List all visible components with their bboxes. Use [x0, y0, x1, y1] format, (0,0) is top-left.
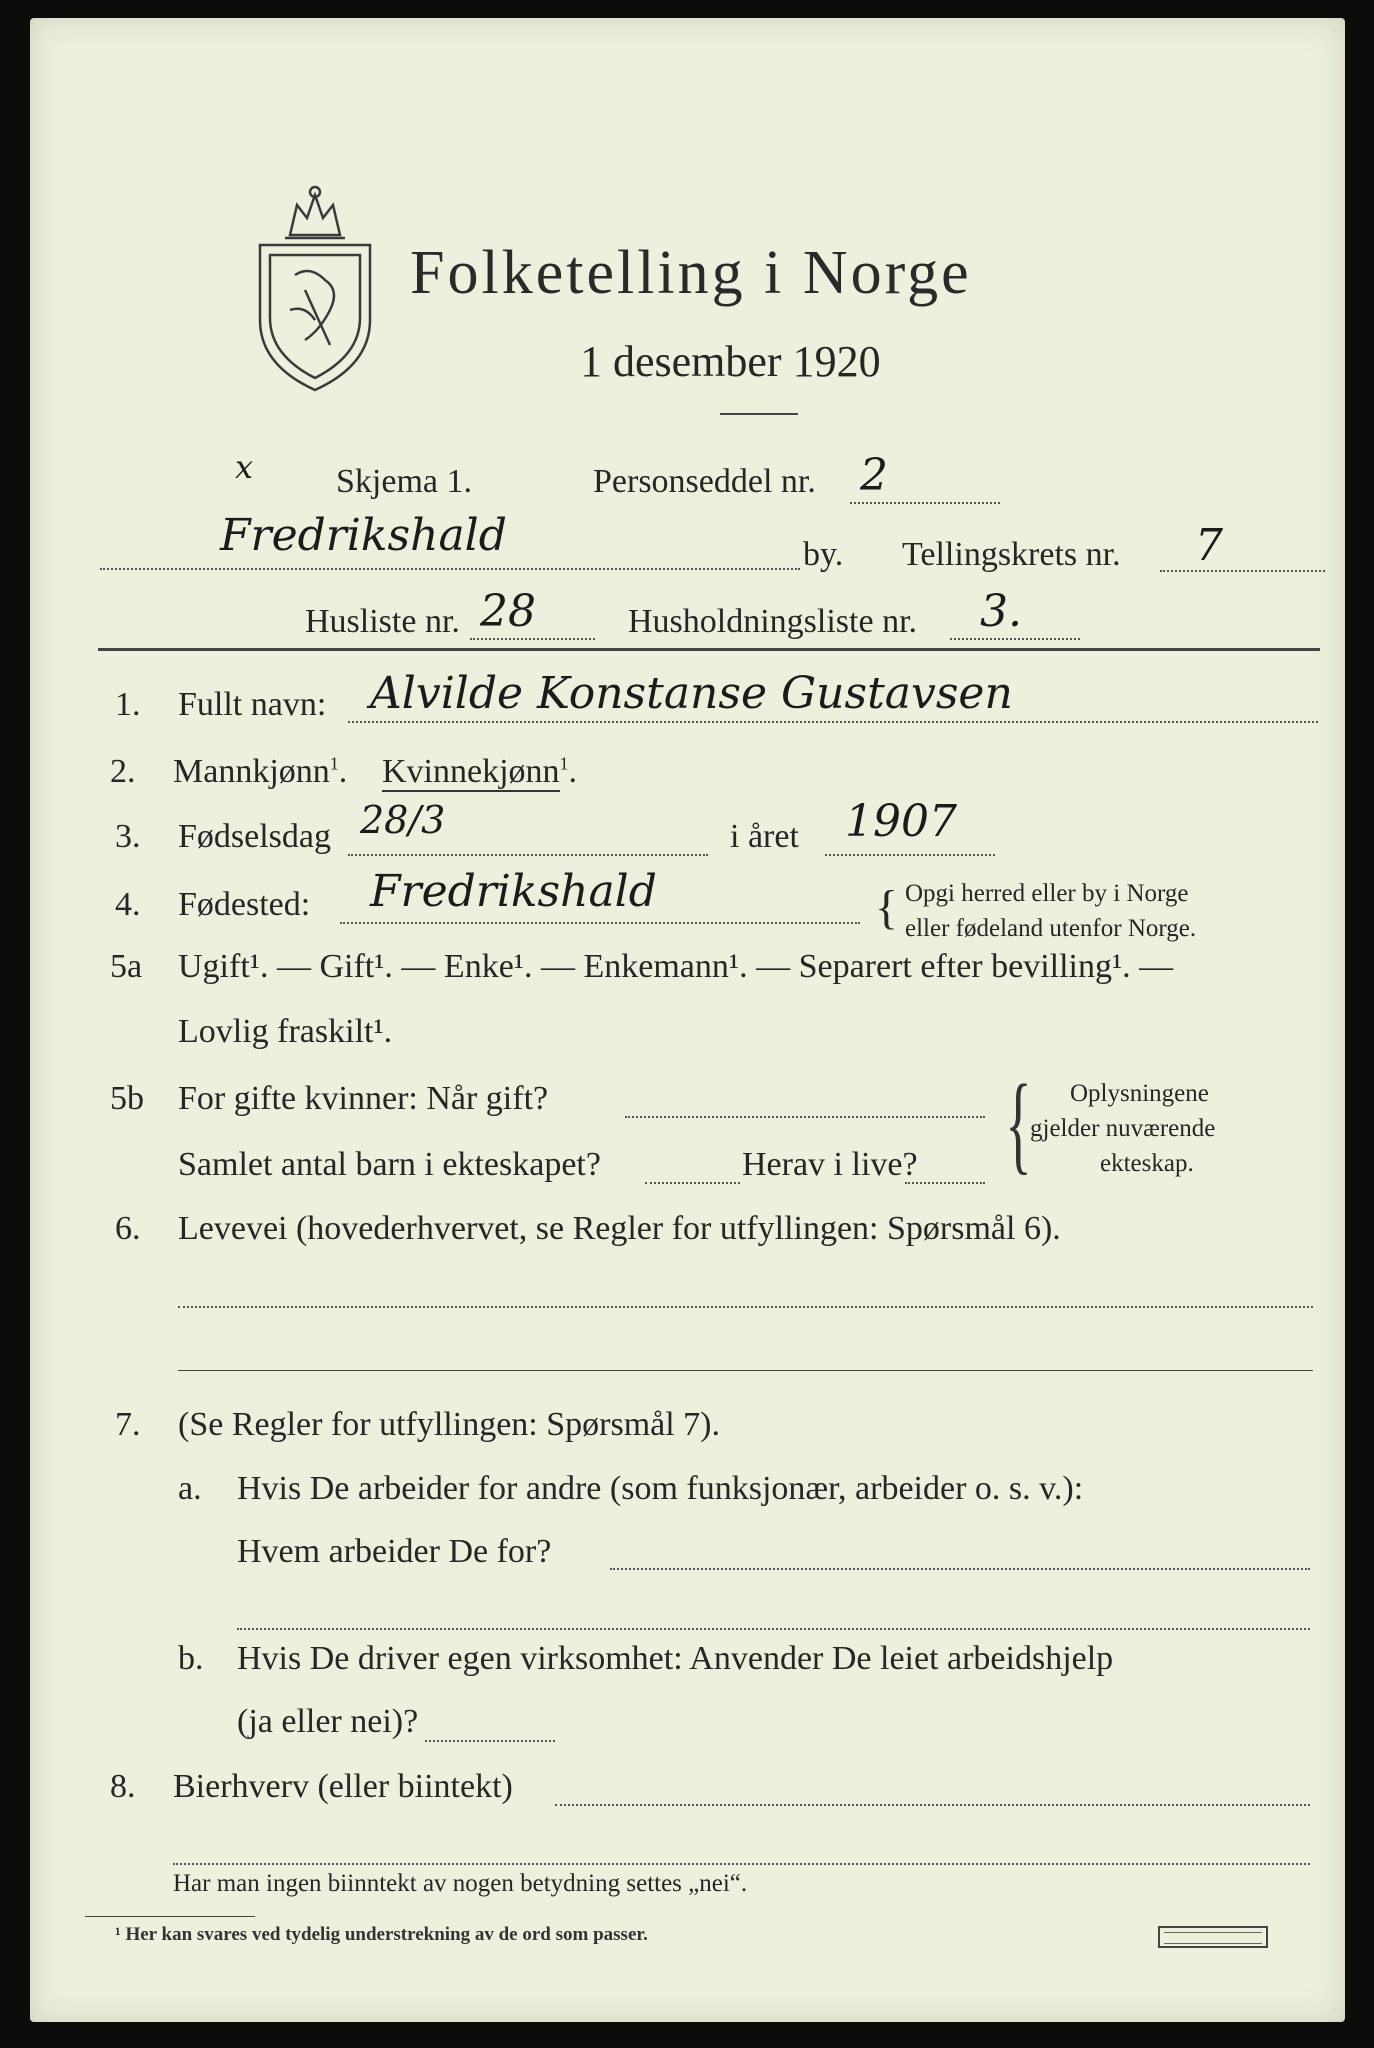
q7a-employer-label: Hvem arbeider De for? — [237, 1533, 552, 1570]
printer-stamp — [1158, 1926, 1268, 1948]
q7-number: 7. — [115, 1406, 141, 1443]
tellingskrets-value[interactable]: 7 — [1195, 520, 1223, 571]
q6-number: 6. — [115, 1210, 141, 1247]
q4-note-1: Opgi herred eller by i Norge — [905, 880, 1189, 907]
q6-label: Levevei (hovederhvervet, se Regler for utfyllingen: Spørsmål 6). — [178, 1210, 1061, 1247]
q8-number: 8. — [110, 1768, 136, 1805]
q2-number: 2. — [110, 753, 136, 790]
q7a-number: a. — [178, 1470, 202, 1507]
q4-brace: { — [875, 881, 899, 934]
by-value[interactable]: Fredrikshald — [220, 510, 507, 561]
q5a-number: 5a — [110, 948, 143, 985]
q4-label: Fødested: — [178, 886, 311, 923]
census-date: 1 desember 1920 — [580, 337, 881, 386]
q3-number: 3. — [115, 818, 141, 855]
q7b-yes-no-label: (ja eller nei)? — [237, 1703, 419, 1740]
q8-label: Bierhverv (eller biintekt) — [173, 1768, 513, 1805]
coat-of-arms-icon — [245, 180, 385, 395]
husholdningsliste-label: Husholdningsliste nr. — [628, 603, 918, 640]
q5b-alive-label: Herav i live? — [742, 1146, 918, 1183]
q5a-options-2[interactable]: Lovlig fraskilt¹. — [178, 1013, 393, 1050]
q1-label: Fullt navn: — [178, 686, 327, 723]
q7b-number: b. — [178, 1640, 204, 1677]
tellingskrets-label: Tellingskrets nr. — [902, 536, 1121, 573]
husliste-label: Husliste nr. — [305, 603, 460, 640]
header-divider — [98, 648, 1320, 651]
q5b-number: 5b — [110, 1080, 144, 1117]
by-label: by. — [803, 536, 844, 573]
biinntekt-note: Har man ingen biinntekt av nogen betydning settes „nei“. — [173, 1870, 748, 1897]
q7-label: (Se Regler for utfyllingen: Spørsmål 7). — [178, 1406, 721, 1443]
q5b-note-3: ekteskap. — [1100, 1150, 1194, 1177]
q7b-label: Hvis De driver egen virksomhet: Anvender De leiet arbeidshjelp — [237, 1640, 1114, 1677]
birth-year-value[interactable]: 1907 — [845, 796, 957, 847]
q3-label: Fødselsdag — [178, 818, 331, 855]
q5b-label: For gifte kvinner: Når gift? — [178, 1080, 549, 1117]
footnote: ¹ Her kan svares ved tydelig understrekning av de ord som passer. — [115, 1924, 648, 1945]
q5b-brace: { — [1005, 1062, 1032, 1184]
q6-line-1[interactable] — [178, 1306, 1313, 1308]
full-name-value[interactable]: Alvilde Konstanse Gustavsen — [370, 668, 1013, 719]
birthday-value[interactable]: 28/3 — [360, 798, 446, 842]
q5b-children-label: Samlet antal barn i ekteskapet? — [178, 1146, 601, 1183]
census-form-page — [30, 18, 1345, 2022]
q1-number: 1. — [115, 686, 141, 723]
q7a-label: Hvis De arbeider for andre (som funksjonær, arbeider o. s. v.): — [237, 1470, 1084, 1507]
husliste-value[interactable]: 28 — [480, 586, 536, 637]
handwritten-mark: x — [235, 448, 254, 486]
personseddel-value[interactable]: 2 — [860, 450, 888, 501]
husholdningsliste-value[interactable]: 3. — [980, 586, 1022, 637]
q2-male-option[interactable]: Mannkjønn$^1$. — [173, 753, 348, 790]
q2-female-option[interactable]: Kvinnekjønn$^1$. — [382, 753, 578, 790]
title-divider — [720, 413, 798, 415]
skjema-label: Skjema 1. — [336, 463, 472, 500]
personseddel-label: Personseddel nr. — [593, 463, 816, 500]
q5b-note-2: gjelder nuværende — [1030, 1115, 1216, 1142]
q4-note-2: eller fødeland utenfor Norge. — [905, 915, 1197, 942]
q5a-options[interactable]: Ugift¹. — Gift¹. — Enke¹. — Enkemann¹. — Separert efter bevilling¹. — — [178, 948, 1174, 985]
footnote-divider — [85, 1916, 255, 1917]
birthplace-value[interactable]: Fredrikshald — [370, 866, 657, 917]
q6-line-2[interactable] — [178, 1370, 1313, 1371]
form-title: Folketelling i Norge — [410, 239, 972, 307]
q3-year-label: i året — [730, 818, 799, 855]
q5b-note-1: Oplysningene — [1070, 1080, 1209, 1107]
q4-number: 4. — [115, 886, 141, 923]
